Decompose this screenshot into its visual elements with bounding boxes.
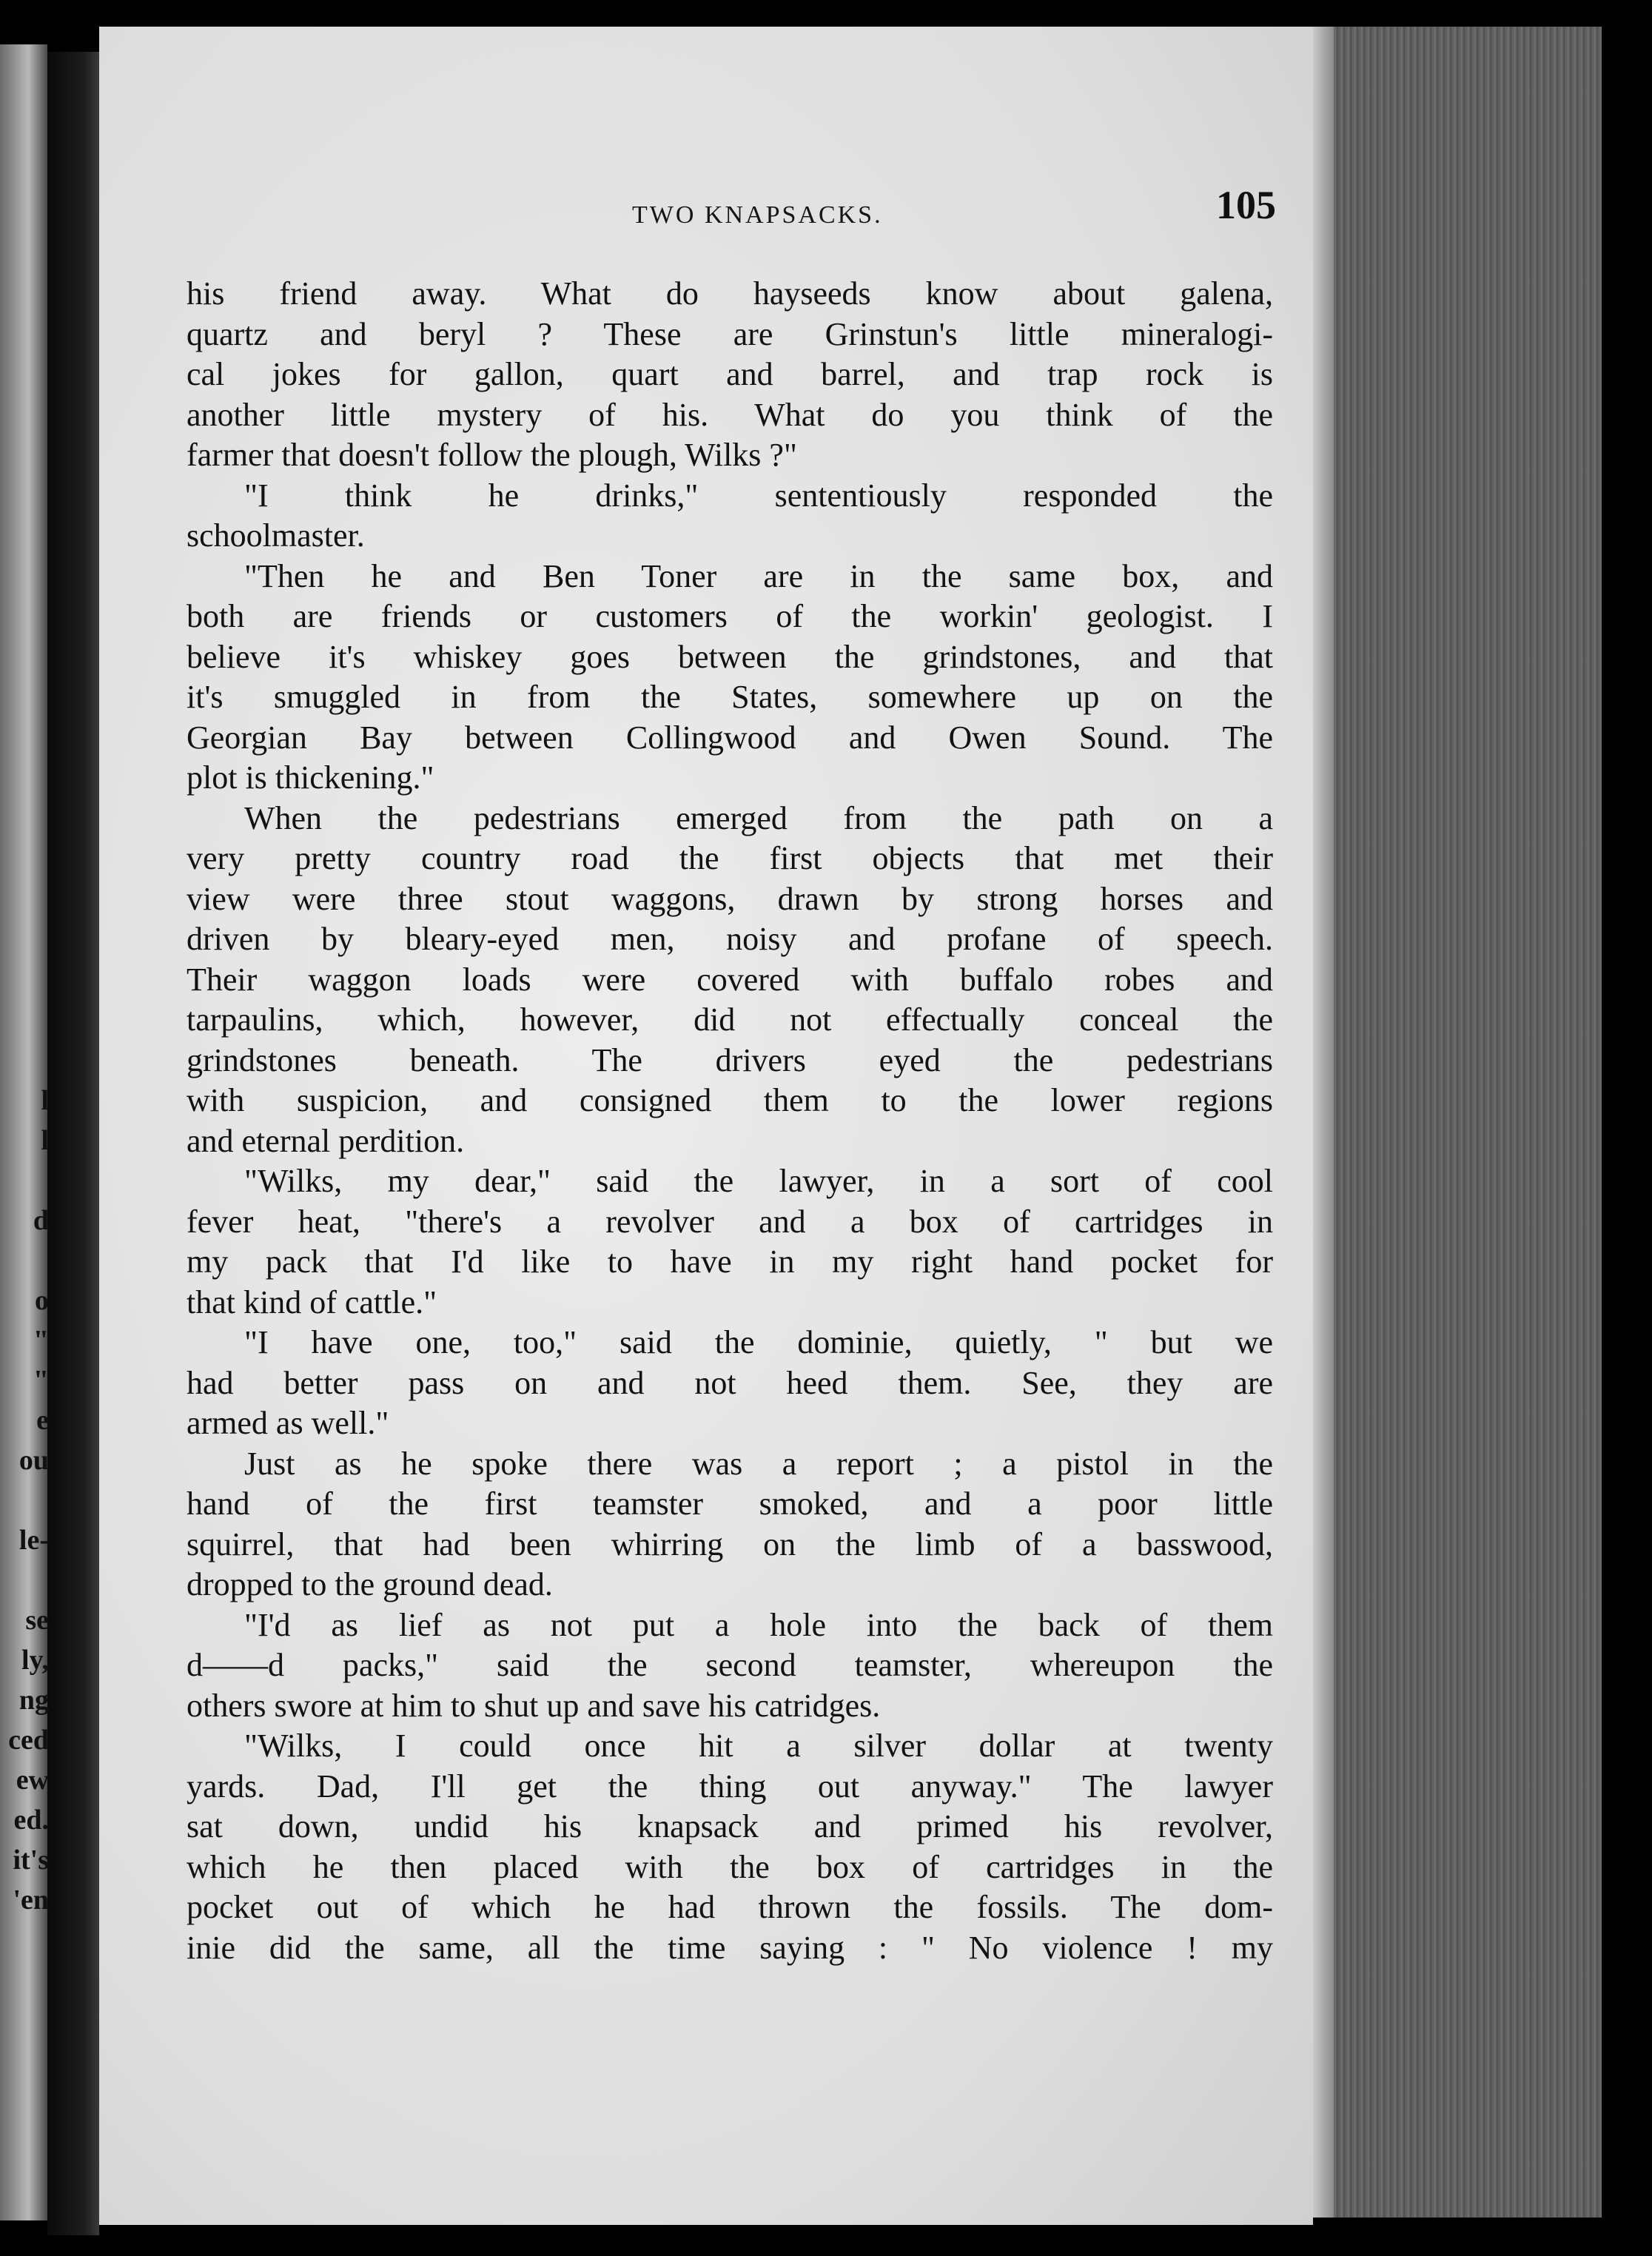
text-line: d——d packs," said the second teamster, whereupon the — [187, 1647, 1273, 1683]
facing-page-fragment: ou — [19, 1445, 49, 1476]
body-text — [187, 274, 1273, 1968]
text-line: very pretty country road the first objects that met their — [187, 840, 1273, 876]
text-line: "Wilks, I could once hit a silver dollar at twenty — [244, 1728, 1273, 1764]
text-line: my pack that I'd like to have in my right hand pocket for — [187, 1243, 1273, 1280]
text-line: grindstones beneath. The drivers eyed the pedestrians — [187, 1041, 1273, 1078]
facing-page-fragment: l — [41, 1085, 49, 1116]
facing-page-fragment — [0, 1161, 52, 1201]
text-line: "I'd as lief as not put a hole into the back of them — [244, 1606, 1273, 1643]
facing-page-fragment: ng — [19, 1685, 49, 1716]
text-line: quartz and beryl ? These are Grinstun's little mineralogi- — [187, 315, 1273, 352]
facing-page-fragment: o — [35, 1285, 49, 1316]
text-line: "I have one, too," said the dominie, quietly, " but we — [244, 1324, 1273, 1360]
text-line: Georgian Bay between Collingwood and Owen Sound. The — [187, 719, 1273, 756]
page-block-edge — [1313, 27, 1602, 2218]
text-line: view were three stout waggons, drawn by strong horses and — [187, 880, 1273, 917]
text-line: squirrel, that had been whirring on the limb of a basswood, — [187, 1525, 1273, 1562]
facing-page-fragment: ed. — [13, 1805, 49, 1836]
text-line: Just as he spoke there was a report ; a pistol in the — [244, 1445, 1273, 1482]
page-block-highlight — [1313, 27, 1334, 2218]
text-line: farmer that doesn't follow the plough, Wilks ?" — [187, 437, 797, 473]
text-line: fever heat, "there's a revolver and a box of cartridges in — [187, 1203, 1273, 1240]
text-line: armed as well." — [187, 1405, 389, 1441]
facing-page-fragment: " — [33, 1325, 49, 1356]
page-number: 105 — [1216, 183, 1276, 227]
text-line: tarpaulins, which, however, did not effectually conceal the — [187, 1001, 1273, 1038]
text-line: which he then placed with the box of cartridges in the — [187, 1848, 1273, 1885]
text-line: Their waggon loads were covered with buffalo robes and — [187, 961, 1273, 998]
text-line: with suspicion, and consigned them to the lower regions — [187, 1082, 1273, 1118]
facing-page-fragment — [0, 1241, 52, 1280]
text-line: sat down, undid his knapsack and primed his revolver, — [187, 1808, 1273, 1844]
text-line: both are friends or customers of the workin' geologist. I — [187, 598, 1273, 634]
facing-page-fragment: l — [41, 1125, 49, 1156]
text-line: "I think he drinks," sententiously responded the — [244, 477, 1273, 514]
text-line: When the pedestrians emerged from the path on a — [244, 799, 1273, 836]
text-line: believe it's whiskey goes between the grindstones, and that — [187, 638, 1273, 675]
facing-page-fragment: e — [36, 1405, 49, 1436]
text-line: inie did the same, all the time saying : " No violence ! my — [187, 1929, 1273, 1966]
facing-page-fragment — [0, 1560, 52, 1600]
facing-page-fragment: ly, — [21, 1645, 49, 1676]
text-line: pocket out of which he had thrown the fossils. The dom- — [187, 1889, 1273, 1925]
facing-page-fragment: le- — [19, 1525, 49, 1556]
facing-page-fragment: se — [25, 1605, 49, 1636]
text-line: yards. Dad, I'll get the thing out anyway." The lawyer — [187, 1767, 1273, 1805]
facing-page-fragment — [0, 1480, 52, 1520]
facing-page-fragment: 'en — [13, 1884, 49, 1916]
text-line: "Wilks, my dear," said the lawyer, in a sort of cool — [244, 1163, 1273, 1199]
text-line: others swore at him to shut up and save his catridges. — [187, 1687, 881, 1724]
text-line: driven by bleary-eyed men, noisy and profane of speech. — [187, 921, 1273, 957]
text-line: had better pass on and not heed them. See, they are — [187, 1364, 1273, 1401]
running-head: TWO KNAPSACKS. — [632, 201, 883, 229]
text-line: and eternal perdition. — [187, 1122, 465, 1159]
facing-page-text-fragments — [0, 1081, 52, 2013]
facing-page-fragment: ew — [16, 1765, 49, 1796]
book-gutter — [47, 52, 99, 2235]
text-line: schoolmaster. — [187, 517, 365, 554]
facing-page-fragment: " — [33, 1365, 49, 1396]
text-line: another little mystery of his. What do you think of the — [187, 396, 1273, 433]
text-line: plot is thickening." — [187, 759, 434, 796]
text-line: hand of the first teamster smoked, and a poor little — [187, 1485, 1273, 1522]
text-line: "Then he and Ben Toner are in the same box, and — [244, 557, 1273, 594]
facing-page-fragment: ced — [8, 1725, 49, 1756]
facing-page-fragment: d — [33, 1205, 49, 1236]
text-line: dropped to the ground dead. — [187, 1566, 553, 1602]
text-line: his friend away. What do hayseeds know about galena, — [187, 275, 1273, 312]
book-page — [99, 27, 1313, 2225]
text-line: that kind of cattle." — [187, 1283, 437, 1320]
text-line: cal jokes for gallon, quart and barrel, and trap rock is — [187, 356, 1273, 392]
facing-page-fragment: it's — [13, 1844, 49, 1876]
text-line: it's smuggled in from the States, somewhere up on the — [187, 679, 1273, 715]
page-header — [188, 182, 1276, 241]
